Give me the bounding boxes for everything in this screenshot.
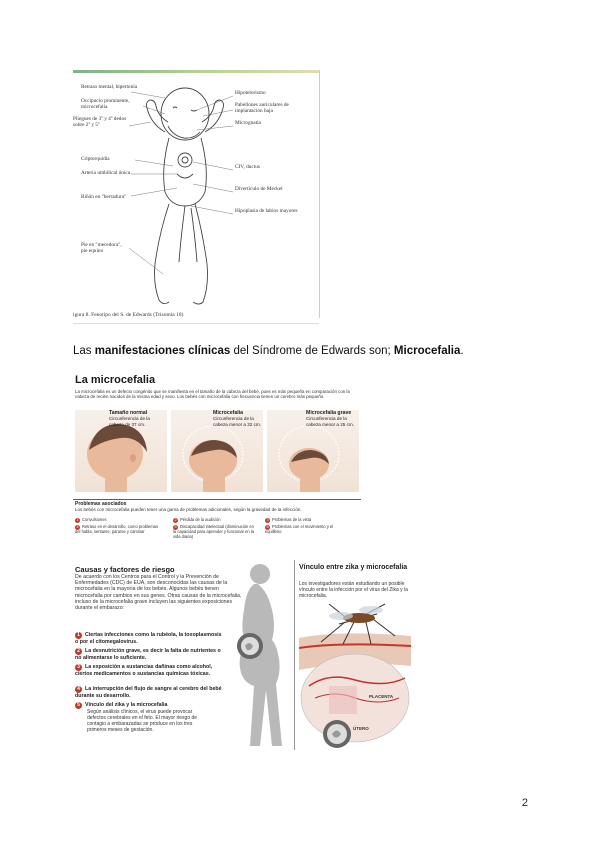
problem-item: [265, 525, 350, 535]
panel-grave-title: Microcefalia grave: [306, 410, 352, 416]
panel-normal-text: Circunferencia de la cabeza de 37 cm.: [109, 416, 150, 427]
label-retraso-mental: Retraso mental, hipertonía: [81, 84, 138, 90]
cause-item: [75, 648, 225, 661]
label-arteria-umbilical: Arteria umbilical única: [81, 170, 131, 176]
label-pliegues: Pliegues de 3º y 4º dedos sobre 2º y 5º: [73, 116, 127, 128]
problem-item: [173, 518, 258, 523]
cause-text: La exposición a sustancias dañinas como alcohol, ciertos medicamentos o sustancias químicas tóxicas.: [75, 664, 213, 677]
problem-text: Problemas con el movimiento y el equilibrio: [265, 524, 334, 534]
microcefalia-title: La microcefalia: [75, 374, 156, 386]
problem-number: 2: [174, 518, 177, 522]
cause-text: Ciertas infecciones como la rubéola, la toxoplasmosis o por el citomegalovirus.: [75, 632, 222, 645]
label-hipotelorismo: Hipotelorismo: [235, 90, 266, 96]
problem-item: [75, 518, 160, 523]
label-rinon-herradura: Riñón en "herradura": [81, 194, 127, 200]
problem-item: [173, 525, 258, 540]
microcefalia-infographic: [73, 370, 361, 540]
panel-grave-text: Circunferencia de la cabeza menor a 25 cm.: [306, 416, 355, 427]
zika-text: Los investigadores están estudiando un posible vínculo entre la infección por el virus del Zika y la microcefalia.: [299, 581, 408, 599]
cause-text: La interrupción del flujo de sangre al cerebro del bebé durante su desarrollo.: [75, 686, 222, 699]
label-utero: ÚTERO: [353, 726, 369, 731]
figure1-caption: igura 8. Fenotipo del S. de Edwards (Trisomía 18): [73, 312, 184, 318]
label-pabellones: Pabellones auriculares de implantación baja: [235, 102, 289, 114]
problem-number: 5: [174, 525, 177, 529]
para-mid: del Síndrome de Edwards son;: [230, 345, 394, 357]
cause-number: 4: [75, 686, 82, 693]
assoc-title: Problemas asociados: [75, 501, 127, 507]
label-hipoplasia: Hipoplasia de labios mayores: [235, 208, 298, 214]
label-civ-ductus: CIV, ductus: [235, 164, 260, 170]
cause-number: 5: [75, 702, 82, 709]
edwards-phenotype-figure: [73, 70, 320, 318]
label-occipucio: Occipucio prominente, microcefalia: [81, 98, 130, 110]
assoc-subtitle: Los bebés con microcefalia pueden tener una gama de problemas adicionales, según la gravedad de la infección.: [75, 507, 302, 512]
assoc-divider: [73, 499, 361, 500]
cause-number: 3: [75, 664, 82, 671]
panel-normal-title: Tamaño normal: [109, 410, 148, 416]
problem-number: 4: [76, 525, 79, 529]
para-pre: Las: [73, 345, 95, 357]
cause-item: [75, 632, 225, 645]
panel-normal-label: [109, 411, 159, 427]
label-micrognatia: Micrognatia: [235, 120, 261, 126]
panel-microcefalia-text: Circunferencia de la cabeza menor a 32 cm.: [213, 416, 262, 427]
panel-microcefalia-label: [213, 411, 261, 427]
label-placenta: PLACENTA: [369, 694, 394, 699]
cause-item: [75, 664, 225, 677]
zika-title: Vínculo entre zika y microcefalia: [299, 564, 408, 571]
cause-number: 2: [75, 648, 82, 655]
figure1-divider: [73, 323, 319, 324]
label-criptorquidia: Criptorquidia: [81, 156, 110, 162]
para-post: .: [460, 345, 464, 357]
problem-item: [75, 525, 160, 535]
cause-text: Vínculo del zika y la microcefalia: [85, 702, 168, 708]
causas-title: Causas y factores de riesgo: [75, 565, 175, 574]
problem-text: Discapacidad intelectual (disminución en la capacidad para aprender y funcionar en la vida diaria): [173, 524, 255, 539]
body-paragraph: [73, 345, 464, 357]
cause-item: [75, 702, 225, 709]
problem-number: 6: [266, 525, 269, 529]
column-divider: [294, 560, 295, 750]
problem-text: Retraso en el desarrollo, como problemas del habla, sentarse, pararse y caminar: [75, 524, 158, 534]
cause-item: [75, 686, 225, 699]
problem-number: 1: [76, 518, 79, 522]
cause5-description: Según análisis clínicos, el virus puede provocar defectos cerebrales en el feto. El mayor riesgo de contagio a embarazadas se produce en los tres primeros meses de gestación.: [87, 709, 198, 733]
figure-top-band: [73, 70, 319, 73]
panel-grave-label: [306, 411, 360, 427]
microcefalia-intro: La microcefalia es un defecto congénito que se manifiesta en el tamaño de la cabeza del bebé, pues es más pequeña en comparación con la cabeza de recién nacidos de la misma edad y sexo. Los bebés con microcefalia con frecuencia tienen un cerebro más pequeño.: [75, 389, 350, 400]
para-bold-microcefalia: Microcefalia: [393, 345, 461, 357]
problem-number: 3: [266, 518, 269, 522]
para-bold-manifestaciones: manifestaciones clínicas: [94, 345, 231, 357]
label-meckel: Divertículo de Meckel: [235, 186, 283, 192]
cause-text: La desnutrición grave, es decir la falta de nutrientes o no alimentarse lo suficiente.: [75, 648, 221, 661]
problem-item: [265, 518, 350, 523]
causas-infographic: [73, 560, 413, 752]
label-pie-mecedora: Pie en "mecedora", pie equino: [81, 242, 122, 254]
page-number: 2: [521, 797, 528, 809]
cause-number: 1: [75, 632, 82, 639]
causas-intro: De acuerdo con los Centros para el Control y la Prevención de Enfermedades (CDC) de EUA, son desconocidas las causas de la microcefalia en la mayoría de los bebés. Algunos bebés tienen microcefalia por cambios en sus genes. Otras causas de la microcefalia, incluso de la microcefalia grave incluyen las siguientes exposiciones durante el embarazo:: [75, 574, 242, 612]
panel-microcefalia-title: Microcefalia: [213, 410, 243, 416]
problem-text: Convulsiones: [82, 517, 107, 522]
problem-text: Pérdida de la audición: [180, 517, 221, 522]
problem-text: Problemas de la vista: [272, 517, 312, 522]
